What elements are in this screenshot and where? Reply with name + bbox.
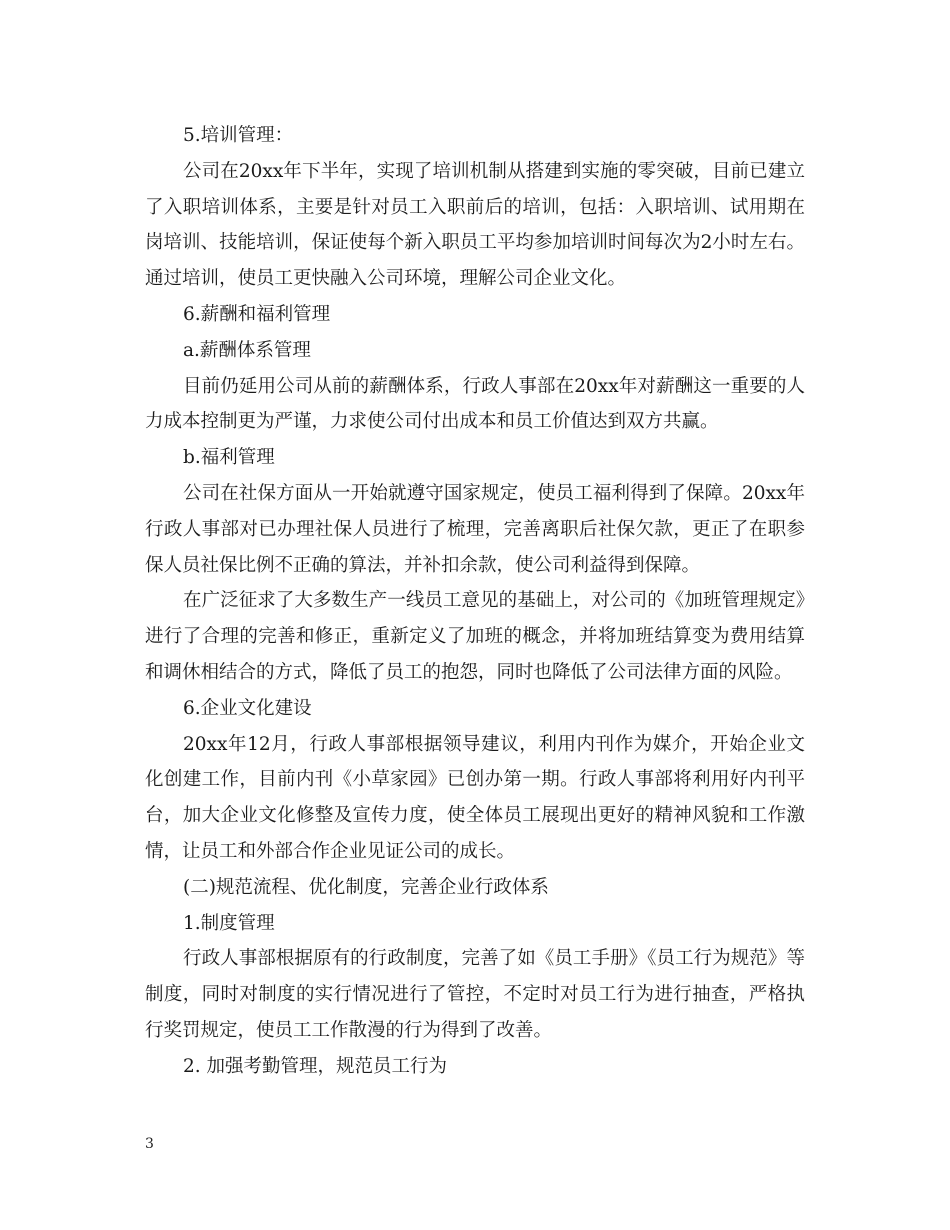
paragraph-training: 公司在20xx年下半年，实现了培训机制从搭建到实施的零突破，目前已建立了入职培训体系，主要是针对员工入职前后的培训，包括：入职培训、试用期在岗培训、技能培训，保证使每个新入职员工平均参加培训时间每次为2小时左右。通过培训，使员工更快融入公司环境，理解公司企业文化。: [145, 160, 805, 290]
subheading-salary: a.薪酬体系管理: [183, 339, 311, 361]
heading-attendance: 2. 加强考勤管理，规范员工行为: [183, 1055, 448, 1077]
heading-section-two: (二)规范流程、优化制度，完善企业行政体系: [183, 876, 549, 898]
paragraph-regulations: 行政人事部根据原有的行政制度，完善了如《员工手册》《员工行为规范》等制度，同时对制度的实行情况进行了管控，不定时对员工行为进行抽查，严格执行奖罚规定，使员工工作散漫的行为得到了改善。: [145, 948, 805, 1041]
paragraph-culture: 20xx年12月，行政人事部根据领导建议，利用内刊作为媒介，开始企业文化创建工作，目前内刊《小草家园》已创办第一期。行政人事部将利用好内刊平台，加大企业文化修整及宣传力度，使全体员工展现出更好的精神风貌和工作激情，让员工和外部合作企业见证公司的成长。: [145, 733, 805, 862]
page-body: [145, 118, 805, 1085]
heading-culture: 6.企业文化建设: [183, 697, 312, 719]
paragraph-welfare: 公司在社保方面从一开始就遵守国家规定，使员工福利得到了保障。20xx年行政人事部对已办理社保人员进行了梳理，完善离职后社保欠款，更正了在职参保人员社保比例不正确的算法，并补扣余款，使公司利益得到保障。: [145, 482, 805, 576]
heading-training: 5.培训管理：: [183, 125, 294, 146]
subheading-welfare: b.福利管理: [183, 447, 275, 469]
heading-regulations: 1.制度管理: [183, 912, 275, 934]
paragraph-salary: 目前仍延用公司从前的薪酬体系，行政人事部在20xx年对薪酬这一重要的人力成本控制更为严谨，力求使公司付出成本和员工价值达到双方共赢。: [145, 375, 805, 433]
paragraph-overtime: 在广泛征求了大多数生产一线员工意见的基础上，对公司的《加班管理规定》进行了合理的完善和修正，重新定义了加班的概念，并将加班结算变为费用结算和调休相结合的方式，降低了员工的抱怨，同时也降低了公司法律方面的风险。: [145, 590, 805, 683]
heading-compensation: 6.薪酬和福利管理: [183, 303, 331, 325]
page-number: 3: [145, 1136, 154, 1152]
